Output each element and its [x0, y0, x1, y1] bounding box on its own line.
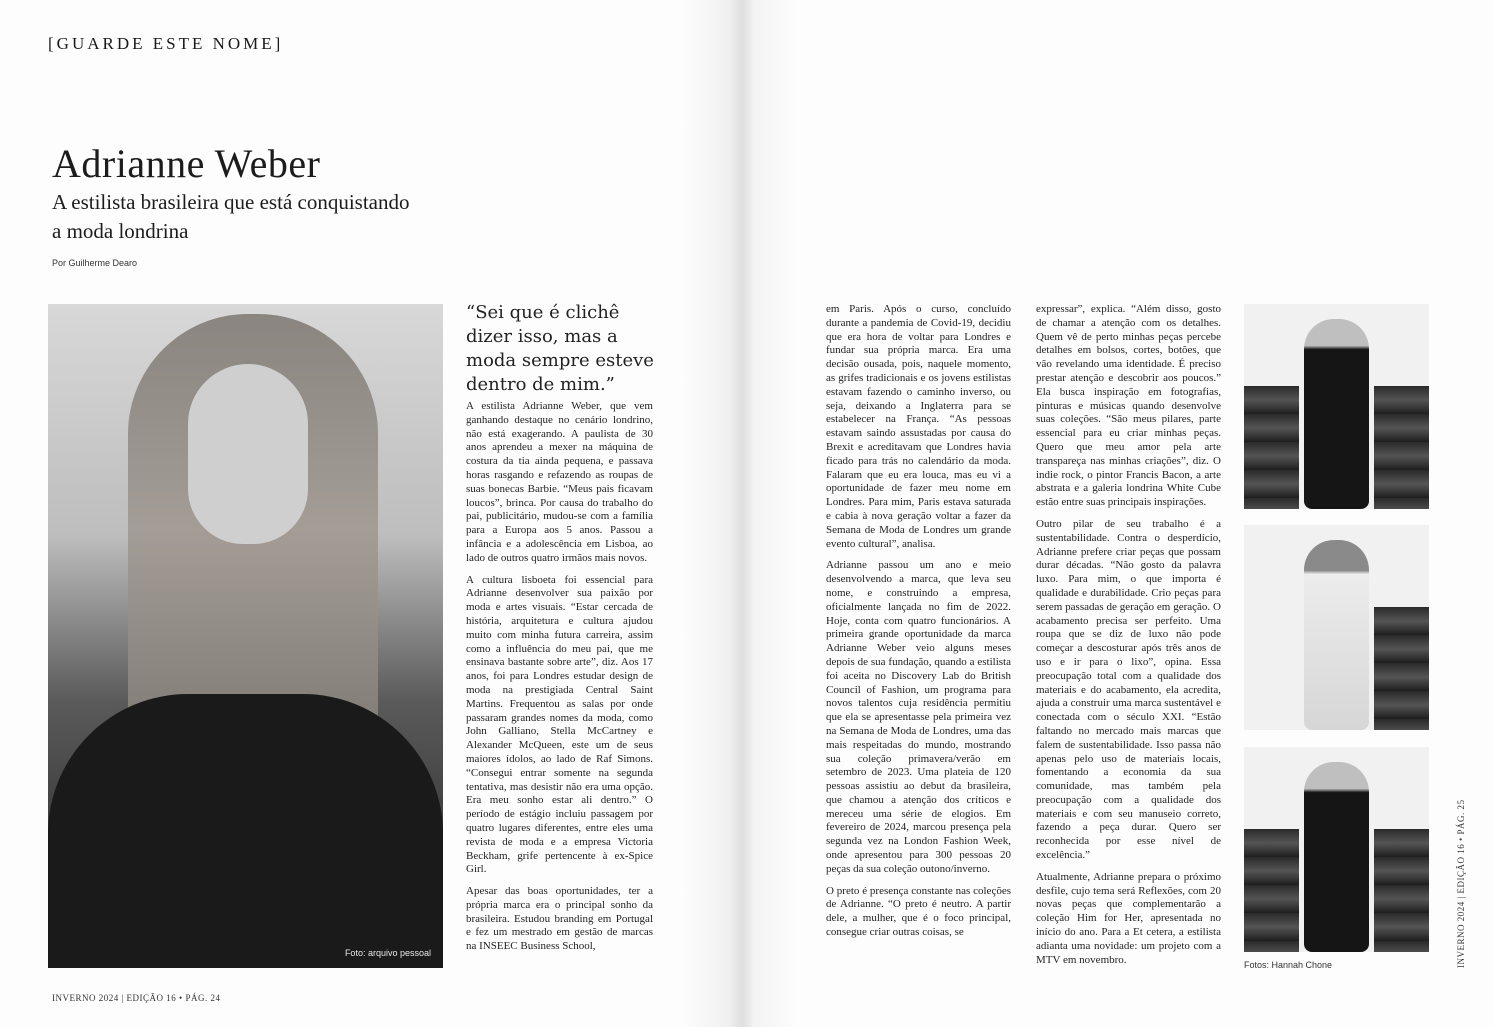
runway-photo-2 — [1244, 525, 1429, 730]
text-column-3 — [1036, 303, 1221, 993]
runway-photo-1 — [1244, 304, 1429, 509]
text-column-1 — [466, 400, 653, 975]
crowd-2 — [1374, 386, 1429, 509]
article-subtitle: A estilista brasileira que está conquistando a moda londrina — [52, 190, 410, 243]
right-folio: INVERNO 2024 | EDIÇÃO 16 • PÁG. 25 — [1456, 799, 1466, 968]
portrait-credit: Foto: arquivo pessoal — [344, 948, 431, 958]
pull-quote: “Sei que é clichê dizer isso, mas a moda sempre esteve dentro de mim.” — [466, 302, 654, 395]
paragraph: expressar”, explica. “Além disso, gosto de chamar a atenção com os detalhes. Quem vê de perto minhas peças percebe detalhes em bolsos, cortes, botões, que vão revelando uma identidade. É preciso prestar atenção e descobrir aos poucos.” Ela busca inspiração em fotografias, pinturas e músicas quando desenvolve suas coleções. “São meus pilares, parte essencial para eu criar minhas peças. Quero que meu amor pela arte transpareça nas minhas criações”, diz. O indie rock, o pintor Francis Bacon, a arte abstrata e a galeria londrina White Cube estão entre suas principais inspirações. — [1036, 303, 1221, 509]
text-column-2 — [826, 303, 1011, 993]
runway-credit: Fotos: Hannah Chone — [1244, 960, 1333, 970]
model-figure — [1304, 762, 1369, 952]
crowd-3 — [1374, 607, 1429, 730]
paragraph: Atualmente, Adrianne prepara o próximo desfile, cujo tema será Reflexões, com 20 novas peças que complementarão a coleção Him for Her, apresentada no início do ano. Para a Et cetera, a estilista adianta uma novidade: um projeto com a MTV em novembro. — [1036, 870, 1221, 966]
paragraph: O preto é presença constante nas coleções de Adrianne. “O preto é neutro. A partir dele, a mulher, que é o foco principal, consegue criar outras coisas, se — [826, 884, 1011, 939]
left-folio: INVERNO 2024 | EDIÇÃO 16 • PÁG. 24 — [52, 993, 221, 1003]
runway-photo-3 — [1244, 747, 1429, 952]
portrait-photo — [48, 304, 443, 968]
paragraph: Outro pilar de seu trabalho é a sustentabilidade. Contra o desperdício, Adrianne prefere criar peças que possam durar décadas. “Não gosto da palavra luxo. Para mim, o que importa é qualidade e durabilidade. Crio peças para serem passadas de geração em geração. O acabamento precisa ser perfeito. Uma roupa que se diz de luxo não pode começar a descosturar após três anos de uso e ir para o lixo”, opina. Essa preocupação total com a qualidade dos materiais e do acabamento, ela acredita, ajuda a construir uma marca sustentável e conectada com o século XXI. “Estão faltando no mercado mais marcas que falem de sustentabilidade. Isso passa não apenas pelo uso de materiais locais, fomentando a economia da sua comunidade, mas também pela preocupação com a qualidade dos materiais e com seu manuseio correto, fazendo a peça durar. Quero ser reconhecida por esse nível de excelência.” — [1036, 517, 1221, 862]
article-title: Adrianne Weber — [52, 141, 321, 186]
paragraph: Apesar das boas oportunidades, ter a própria marca era o principal sonho da brasileira. Estudou branding em Portugal e fez um mestrado em gestão de marcas na INSEEC Business School, — [466, 885, 653, 953]
paragraph: em Paris. Após o curso, concluído durante a pandemia de Covid-19, decidiu que era hora de voltar para Londres e fundar sua própria marca. Era uma decisão ousada, pois, naquele momento, as grifes tradicionais e os jovens estilistas estavam fazendo o caminho inverso, ou seja, deixando a Inglaterra para se estabelecer na França. “As pessoas estavam saindo assustadas por causa do Brexit e acreditavam que Londres havia ficado para trás no calendário da moda. Falaram que eu era louca, mas eu vi a oportunidade de fazer meu nome em Londres. Para mim, Paris estava saturada e cabia à nova geração voltar a fazer da Semana de Moda de Londres um grande evento cultural”, analisa. — [826, 303, 1011, 550]
paragraph: A cultura lisboeta foi essencial para Adrianne desenvolver sua paixão por moda e artes visuais. “Estar cercada de história, arquitetura e cultura ajudou muito com minha futura carreira, assim como a influência do meu pai, que me ensinava bastante sobre arte”, diz. Aos 17 anos, foi para Londres estudar design de moda na prestigiada Central Saint Martins. Frequentou as salas por onde passaram grandes nomes da moda, como John Galliano, Stella McCartney e Alexander McQueen, este um de seus maiores ídolos, ao lado de Raf Simons. “Consegui entrar somente na segunda tentativa, mas desistir não era uma opção. Era meu sonho estar ali dentro.” O período de estágio incluiu passagem por quatro lugares diferentes, entre eles uma revista de moda e a empresa Victoria Beckham, grife pertencente à ex-Spice Girl. — [466, 573, 653, 876]
portrait-face-shape — [188, 364, 308, 544]
model-figure — [1304, 540, 1369, 730]
model-figure — [1304, 319, 1369, 509]
paragraph: Adrianne passou um ano e meio desenvolvendo a marca, que leva seu nome, e construindo a empresa, oficialmente lançada no fim de 2022. Hoje, conta com quatro funcionários. A primeira grande oportunidade da marca Adrianne Weber veio alguns meses depois de sua fundação, quando a estilista foi aceita no Discovery Lab do British Council of Fashion, um programa para novos talentos cuja residência permitiu que ela se apresentasse pela primeira vez na Semana de Moda de Londres, uma das mais respeitadas do mundo, mostrando sua coleção primavera/verão em setembro de 2023. Uma plateia de 120 pessoas assistiu ao debut da brasileira, que chamou a atenção dos críticos e mereceu uma série de elogios. Em fevereiro de 2024, marcou presença pela segunda vez na London Fashion Week, onde apresentou para 300 pessoas 20 peças da sua coleção outono/inverno. — [826, 559, 1011, 875]
byline: Por Guilherme Dearo — [52, 258, 138, 268]
paragraph: A estilista Adrianne Weber, que vem ganhando destaque no cenário londrino, não está exagerando. A paulista de 30 anos aprendeu a mexer na máquina de costura da tia ainda pequena, e passava horas rasgando e refazendo as roupas de suas bonecas Barbie. “Meus pais ficavam loucos”, brinca. Por causa do trabalho do pai, publicitário, mudou-se com a família para a Europa aos 5 anos. Passou a infância e a adolescência em Lisboa, ao lado de outros quatro irmãos mais novos. — [466, 400, 653, 564]
crowd-4 — [1244, 829, 1299, 952]
section-tag: [GUARDE ESTE NOME] — [48, 34, 284, 53]
crowd-1 — [1244, 386, 1299, 509]
crowd-5 — [1374, 829, 1429, 952]
portrait-jacket-shape — [48, 694, 443, 968]
